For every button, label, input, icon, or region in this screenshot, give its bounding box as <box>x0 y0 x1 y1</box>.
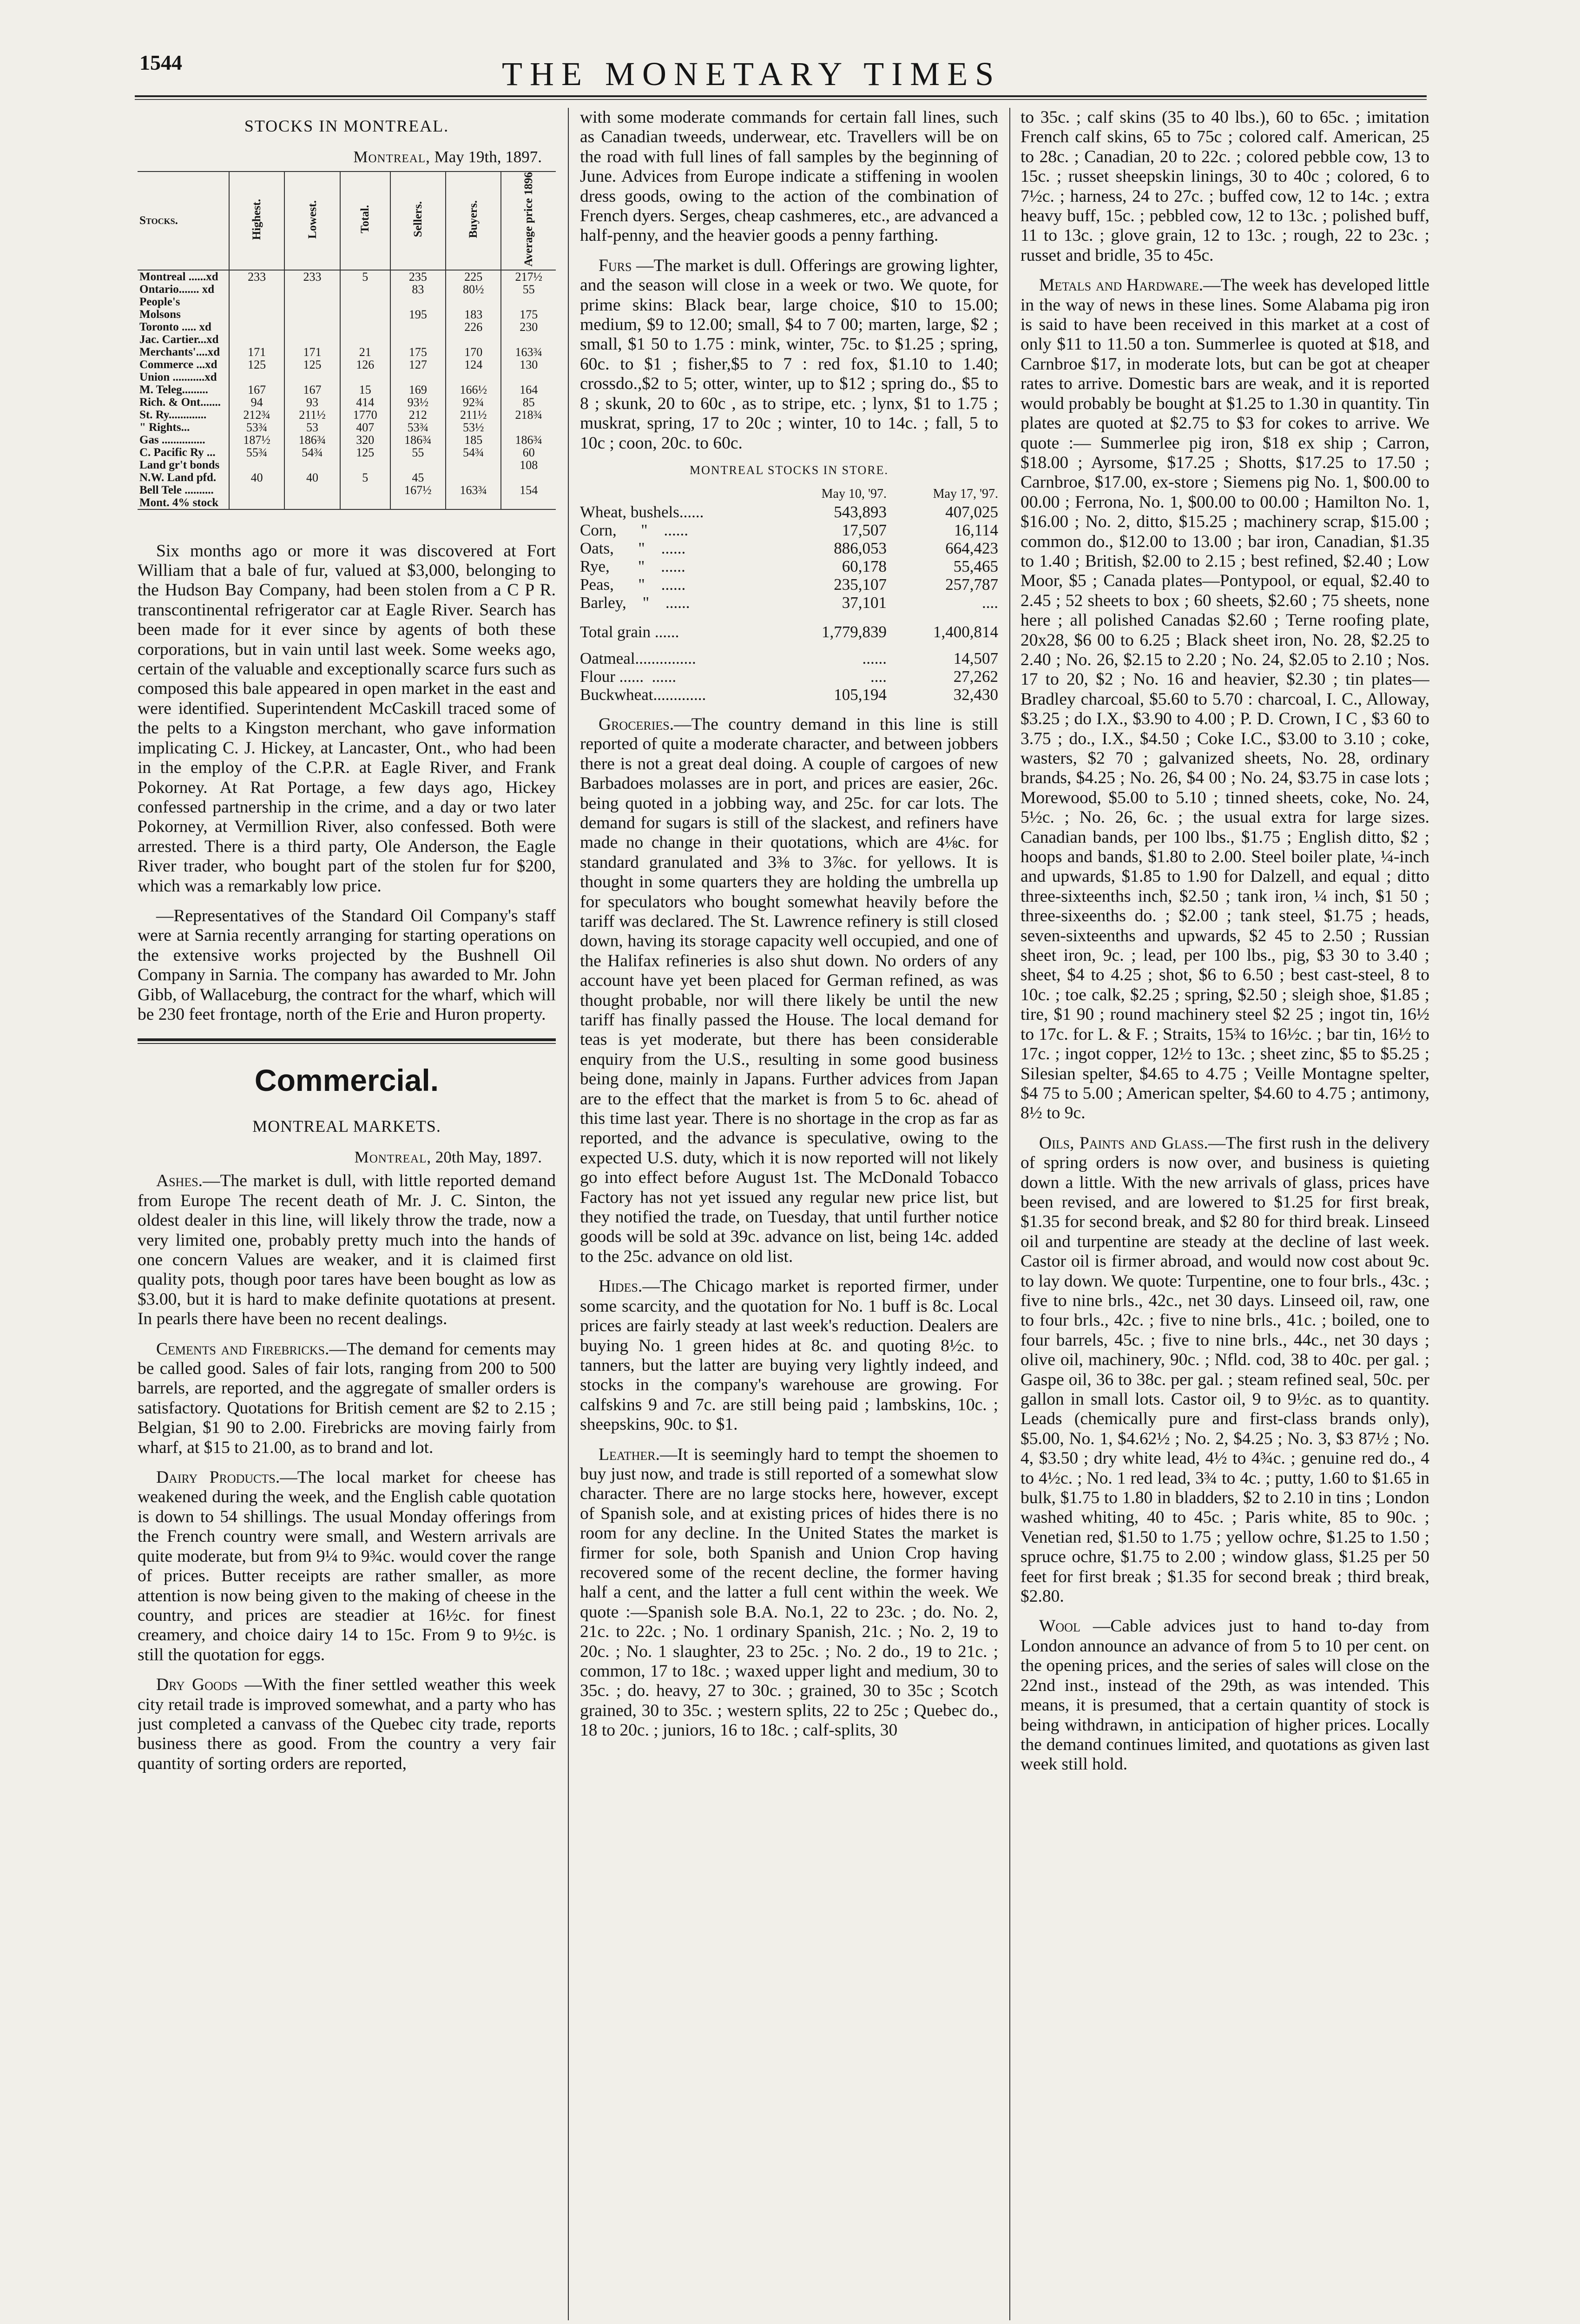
stocks-column-header <box>229 172 284 270</box>
stock-value: 5 <box>340 471 390 484</box>
stocks-row <box>138 471 556 484</box>
stock-value: 218¾ <box>501 409 556 421</box>
stock-value: 186¾ <box>390 434 446 446</box>
store-value: .... <box>870 667 887 686</box>
stock-value <box>284 321 340 333</box>
store-value: 257,787 <box>945 575 998 594</box>
stock-value: 1770 <box>340 409 390 421</box>
stock-value: 125 <box>340 446 390 459</box>
stocks-column-header <box>340 172 390 270</box>
stock-value: 40 <box>229 471 284 484</box>
stock-name: Merchants'....xd <box>139 345 220 358</box>
store-column-header <box>580 485 775 503</box>
stocks-dateline <box>138 148 542 166</box>
stocks-column-header <box>446 172 501 270</box>
standard-oil-paragraph: —Representatives of the Standard Oil Company's staff were at Sarnia recently arranging for starting operations on the extensive works projected by the Bushnell Oil Company in Sarnia. The company has awarded to Mr. John Gibb, of Wallaceburg, the contract for the wharf, which will be 230 feet frontage, north of the Erie and Huron property. <box>138 906 556 1024</box>
fur-theft-paragraph: Six months ago or more it was discovered at Fort William that a bale of fur, valued at $3,000, belonging to the Hudson Bay Company, had been stolen from a C P R. transcontinental refrigerator car at Eagle River. Search has been made for it ever since by agents of both these corporations, but in vain until last week. Some weeks ago, certain of the valuable and exceptionally scarce furs such as composed this bale appeared in open market in the east and were identified. Superintendent McCaskill traced some of the pelts to a Kingston merchant, who gave information implicating C. J. Hickey, at Lancaster, Ont., who had been in the employ of the C.P.R. at Eagle River, and Frank Pokorney. At Rat Portage, a few days ago, Hickey confessed partnership in the crime, and a day or two later Pokorney, at Vermillion River, also confessed. Both were arrested. There is a third party, Ole Anderson, the Eagle River trader, who bought part of the stolen fur for $200, which was a remarkably low price. <box>138 541 556 896</box>
masthead-rule-thin <box>135 99 1427 100</box>
store-value: 1,779,839 <box>822 622 887 641</box>
stock-value <box>340 308 390 321</box>
leather-heading: Leather. <box>599 1445 660 1464</box>
stock-value: 130 <box>501 358 556 371</box>
stock-value: 54¾ <box>446 446 501 459</box>
stock-value <box>229 308 284 321</box>
stock-value: 225 <box>446 270 501 283</box>
column-1 <box>138 108 556 2292</box>
stock-value: 125 <box>284 358 340 371</box>
stock-value <box>446 471 501 484</box>
stock-value <box>284 308 340 321</box>
stock-value: 53¾ <box>229 421 284 434</box>
stock-value <box>229 321 284 333</box>
oils-paragraph <box>1020 1134 1429 1607</box>
stock-value: 235 <box>390 270 446 283</box>
ashes-heading: Ashes. <box>156 1171 203 1191</box>
stock-value <box>284 484 340 496</box>
stocks-column-header <box>501 172 556 270</box>
stocks-row <box>138 421 556 434</box>
wool-heading: Wool <box>1039 1617 1080 1636</box>
dry-goods-text: —With the finer settled weather this week city retail trade is improved somewhat, and a party who has just completed a canvass of the Quebec city trade, reports business there as good. From the country a very fair quantity of sorting orders are reported, <box>138 1675 556 1773</box>
stock-value <box>446 459 501 471</box>
stock-value <box>284 333 340 346</box>
stocks-row <box>138 333 556 346</box>
store-item: Wheat, bushels...... <box>580 502 704 521</box>
store-value: .... <box>982 593 998 612</box>
store-row <box>580 575 998 594</box>
stock-value <box>229 484 284 496</box>
dairy-text: —The local market for cheese has weakened during the week, and the English cable quotation is down to 54 shillings. The usual Monday offerings from the French country were small, and Western arrivals are quite moderate, but from 9¼ to 9¾c. would cover the range of prices. Butter receipts are rather smaller, as more attention is now being given to the making of cheese in the country, and prices are steadier at 16½c. for finest creamery, and choice dairy 14 to 15c. From 9 to 9½c. is still the quotation for eggs. <box>138 1468 556 1664</box>
stock-value: 60 <box>501 446 556 459</box>
stock-value <box>340 484 390 496</box>
stock-value: 94 <box>229 396 284 409</box>
hides-paragraph <box>580 1277 998 1434</box>
store-value: 407,025 <box>945 502 998 521</box>
markets-dateline-date: 20th May, 1897. <box>431 1148 542 1167</box>
dry-goods-heading: Dry Goods <box>156 1675 237 1695</box>
stock-value <box>446 296 501 308</box>
cements-text: —The demand for cements may be called good. Sales of fair lots, ranging from 200 to 500 barrels, are reported, and the aggregate of smaller orders is satisfactory. Quotations for British cement are $2 to 2.15 ; Belgian, $1 90 to 2.00. Firebricks are moving fairly from wharf, at $15 to 21.00, as to brand and lot. <box>138 1339 556 1457</box>
store-value: 664,423 <box>945 539 998 557</box>
store-value: 14,507 <box>953 649 998 667</box>
leather-text: —It is seemingly hard to tempt the shoemen to buy just now, and trade is still reported of a somewhat slow character. There are no large stocks here, however, except of Spanish sole, and at existing prices of hides there is no room for any decline. In the United States the market is firmer for sole, both Spanish and Union Crop having recovered some of the recent decline, the former having half a cent, and the latter a full cent within the week. We quote :—Spanish sole B.A. No.1, 22 to 23c. ; do. No. 2, 21c. to 22c. ; No. 1 ordinary Spanish, 21c. ; No. 2, 19 to 20c. ; No. 1 slaughter, 23 to 25c. ; No. 2 do., 19 to 21c. ; common, 17 to 18c. ; waxed upper light and medium, 30 to 35c. ; do. heavy, 27 to 30c. ; grained, 30 to 35c ; Scotch grained, 30 to 35c. ; western splits, 22 to 25c ; Quebec do., 18 to 20c. ; juniors, 16 to 18c. ; calf-splits, 30 <box>580 1445 998 1740</box>
furs-heading: Furs <box>599 256 632 275</box>
stock-value: 163¾ <box>501 346 556 358</box>
stocks-row <box>138 496 556 509</box>
markets-dateline-place: Montreal, <box>354 1148 432 1167</box>
oils-heading: Oils, Paints and Glass. <box>1039 1133 1208 1153</box>
store-value: 37,101 <box>842 593 887 612</box>
stocks-row <box>138 484 556 496</box>
stock-value: 414 <box>340 396 390 409</box>
store-item: Corn, " ...... <box>580 521 689 539</box>
column-3 <box>1020 108 1429 2292</box>
stock-value: 83 <box>390 283 446 296</box>
stock-name: Gas ............... <box>139 433 205 446</box>
montreal-markets-title: MONTREAL MARKETS. <box>252 1117 441 1136</box>
store-item: Flour ...... ...... <box>580 667 677 686</box>
stocks-column-label: Total. <box>359 205 372 234</box>
store-item: Barley, " ...... <box>580 593 690 612</box>
furs-text: —The market is dull. Offerings are growing lighter, and the season will close in a week or two. We quote, for prime skins: Black bear, large choice, $10 to 15.00; medium, $9 to 12.00; small, $4 to 7 00; marten, large, $2 ; small, $1 50 to 1.75 : mink, winter, 75c. to $1.25 ; spring, 60c. to $1 ; fisher,$5 to 7 : red fox, $1.10 to 1.40; crossdo.,$2 to 5; otter, winter, up to $12 ; spring do., $5 to 8 ; skunk, 20 to 60c , as to stripe, etc. ; lynx, $1 to 1.75 ; muskrat, spring, 17 to 20c ; winter, 10 to 14c. ; fall, 5 to 10c ; coon, 20c. to 60c. <box>580 256 998 453</box>
stock-name: Commerce ...xd <box>139 358 217 371</box>
stock-value: 164 <box>501 383 556 396</box>
stock-value: 169 <box>390 383 446 396</box>
stock-value: 93 <box>284 396 340 409</box>
stock-value <box>501 296 556 308</box>
stocks-column-label: Highest. <box>250 198 263 240</box>
stocks-column-header <box>138 172 229 270</box>
ashes-paragraph <box>138 1171 556 1329</box>
stock-value <box>340 296 390 308</box>
stock-value: 93½ <box>390 396 446 409</box>
stock-value: 211½ <box>446 409 501 421</box>
stocks-row <box>138 371 556 383</box>
stock-value <box>390 496 446 509</box>
store-item: Rye, " ...... <box>580 557 685 575</box>
stock-value: 233 <box>284 270 340 283</box>
wool-paragraph <box>1020 1617 1429 1774</box>
stock-value <box>390 296 446 308</box>
stock-value <box>340 283 390 296</box>
stock-value <box>284 459 340 471</box>
store-value: 1,400,814 <box>933 622 998 641</box>
store-value: 17,507 <box>842 521 887 539</box>
store-row <box>580 649 998 667</box>
store-value: 886,053 <box>834 539 887 557</box>
stocks-row <box>138 446 556 459</box>
dairy-heading: Dairy Products. <box>156 1468 280 1487</box>
stocks-row <box>138 383 556 396</box>
stock-value: 85 <box>501 396 556 409</box>
commercial-heading: Commercial. <box>254 1063 439 1098</box>
stock-value: 230 <box>501 321 556 333</box>
stocks-row <box>138 346 556 358</box>
stock-value: 54¾ <box>284 446 340 459</box>
stocks-row <box>138 459 556 471</box>
hides-heading: Hides. <box>599 1277 643 1296</box>
store-row <box>580 521 998 539</box>
leather-paragraph <box>580 1445 998 1741</box>
stock-name: Montreal ......xd <box>139 270 218 283</box>
stock-value <box>284 496 340 509</box>
stock-value: 40 <box>284 471 340 484</box>
stock-value: 55 <box>501 283 556 296</box>
store-item: Buckwheat............. <box>580 685 706 704</box>
hides-text: —The Chicago market is reported firmer, under some scarcity, and the quotation for No. 1 buff is 8c. Local prices are fairly steady at last week's reduction. Dealers are buying No. 1 green hides at 8c. and quoting 8½c. to tanners, but the latter are buying very lightly indeed, and stocks in the company's warehouse are growing. For calfskins 9 and 7c. are still being paid ; lambskins, 10c. ; sheepskins, 90c. to $1. <box>580 1277 998 1434</box>
store-value: 16,114 <box>954 521 998 539</box>
stock-value: 175 <box>390 346 446 358</box>
stock-value <box>340 321 390 333</box>
stocks-column-header <box>284 172 340 270</box>
stock-name: Jac. Cartier...xd <box>139 333 219 346</box>
stock-value: 212¾ <box>229 409 284 421</box>
store-item: Total grain ...... <box>580 622 679 641</box>
stocks-column-label: Lowest. <box>306 200 319 239</box>
store-column-header: May 10, '97. <box>821 486 887 501</box>
stock-value <box>390 333 446 346</box>
stock-value <box>229 496 284 509</box>
groceries-text: —The country demand in this line is still reported of quite a moderate character, and between jobbers there is not a great deal doing. A couple of cargoes of new Barbadoes molasses are in port, and prices are easier, 26c. being quoted in a jobbing way, and 25c. for car lots. The demand for sugars is still of the slackest, and refiners have made no change in their quotations, which are 4⅛c. for standard granulated and 3⅜ to 3⅞c. for yellows. It is thought in some quarters they are holding the umbrella up for speculators who bought somewhat heavily before the tariff was declared. The St. Lawrence refinery is still closed down, having its storage capacity well occupied, and one of the Halifax refineries is also shut down. No orders of any account have yet been placed for German refined, as was thought probable, nor will there likely be until the new tariff has finally passed the House. The local demand for teas is yet moderate, but there has been considerable enquiry from the U.S., resulting in some good business being done, mainly in Japans. Further advices from Japan are to the effect that the market is from 5 to 6c. ahead of this time last year. There is no shortage in the crop as far as reported, and the advance is speculative, owing to the expected U.S. duty, which it is now reported will not likely go into effect before August 1st. The McDonald Tobacco Factory has not yet issued any regular new price list, but they notified the trade, on Tuesday, that until further notice goods will be sold at 39c. advance on list, being 14c. added to the 25c. advance on old list. <box>580 714 998 1266</box>
stocks-row <box>138 409 556 421</box>
stock-value <box>446 371 501 383</box>
page-number: 1544 <box>139 51 182 74</box>
metals-heading: Metals and Hardware. <box>1039 276 1204 295</box>
store-row <box>580 539 998 557</box>
stock-name: Bell Tele .......... <box>139 483 214 496</box>
store-value: 55,465 <box>953 557 998 575</box>
store-row <box>580 557 998 575</box>
stock-value: 183 <box>446 308 501 321</box>
stock-name: Ontario....... xd <box>139 283 215 296</box>
stocks-row <box>138 396 556 409</box>
store-column-header: May 17, '97. <box>933 486 998 501</box>
stock-value: 80½ <box>446 283 501 296</box>
stocks-column-label: Stocks. <box>139 214 178 227</box>
stock-value: 15 <box>340 383 390 396</box>
stock-value: 53½ <box>446 421 501 434</box>
metals-text: —The week has developed little in the way of news in these lines. Some Alabama pig iron is said to have been received in this market at a cost of only $11 to 11.50 a ton. Summerlee is quoted at $18, and Carnbroe $17, in moderate lots, but can be got at cheaper rates to arrive. Domestic bars are weak, and it is reported would probably be bought at $1.25 to 1.30 in quantity. Tin plates are quoted at $2.75 to $3 for cokes to arrive. We quote :— Summerlee pig iron, $18 ex ship ; Carron, $18.00 ; Ayrsome, $17.25 ; Shotts, $17.25 to 17.50 ; Carnbroe, $17.00, ex-store ; Siemens pig No. 1, $00.00 to 00.00 ; Ferrona, No. 1, $00.00 to 00.00 ; Hamilton No. 1, $16.00 ; No. 2, ditto, $15.25 ; machinery scrap, $15.00 ; common do., $12.00 to 13.00 ; bar iron, Canadian, $1.35 to 1.40 ; British, $2.00 to 2.15 ; best refined, $2.40 ; Low Moor, $5 ; Canada plates—Pontypool, or equal, $2.40 to 2.45 ; 52 sheets to box ; 60 sheets, $2.60 ; 75 sheets, none here ; all polished Canadas $2.60 ; Terne roofing plate, 20x28, $6 00 to 6.25 ; Black sheet iron, No. 28, $2.25 to 2.40 ; No. 26, $2.15 to 2.20 ; No. 24, $2.05 to 2.10 ; Nos. 17 to 20, $2 ; No. 16 and heavier, $2.30 ; tin plates—Bradley charcoal, $5.60 to 5.70 : charcoal, I. C., Alloway, $3.25 ; do I.X., $3.90 to 4.00 ; P. D. Crown, I C , $3 60 to 3.75 ; do., I.X., $4.50 ; Coke I.C., $3.00 to 3.10 ; coke, wasters, $2 70 ; galvanized sheets, No. 28, ordinary brands, $4.25 ; No. 26, $4 00 ; No. 24, $3.75 in case lots ; Morewood, $5.00 to 5.10 ; tinned sheets, coke, No. 24, 5½c. ; No. 26, 6c. ; the usual extra for large sizes. Canadian bands, per 100 lbs., $1.75 ; English ditto, $2 ; hoops and bands, $1.80 to 2.00. Steel boiler plate, ¼-inch and upwards, $1.85 to 1.90 for Dalzell, and equal ; ditto three-sixteenths inch, $2.50 ; tank iron, ¼ inch, $1 50 ; three-sixeenths do. ; $2.00 ; tank steel, $1.75 ; heads, seven-sixteenths and upwards, $2 45 to 2.50 ; Russian sheet iron, 9c. ; lead, per 100 lbs., pig, $3 30 to 3.40 ; sheet, $4 to 4.25 ; shot, $6 to 6.50 ; best cast-steel, 8 to 10c. ; toe calk, $2.25 ; spring, $2.50 ; sleigh shoe, $1.85 ; tire, $1 90 ; round machinery steel $2 25 ; ingot tin, 16½ to 17c. for L. & F. ; Straits, 15¾ to 16½c. ; bar tin, 16½ to 17c. ; ingot copper, 12½ to 13c. ; sheet zinc, $5 to $5.25 ; Silesian spelter, $4.65 to 4.75 ; Veille Montagne spelter, $4 75 to 5.00 ; American spelter, $4.60 to 4.75 ; antimony, 8½ to 9c. <box>1020 276 1429 1123</box>
stock-value: 171 <box>284 346 340 358</box>
store-value: 235,107 <box>834 575 887 594</box>
stock-value <box>284 371 340 383</box>
stock-value <box>340 333 390 346</box>
stock-value: 212 <box>390 409 446 421</box>
furs-paragraph <box>580 256 998 453</box>
stock-value <box>229 371 284 383</box>
stock-value: 125 <box>229 358 284 371</box>
store-value: ...... <box>862 649 887 667</box>
section-rule <box>138 1038 556 1041</box>
stocks-row <box>138 434 556 446</box>
stock-name: " Rights... <box>139 421 190 434</box>
stock-value <box>340 371 390 383</box>
masthead-rule <box>135 95 1427 97</box>
store-item: Oats, " ...... <box>580 539 686 557</box>
stock-value: 217½ <box>501 270 556 283</box>
stock-value: 211½ <box>284 409 340 421</box>
store-value: 60,178 <box>842 557 887 575</box>
stock-value: 185 <box>446 434 501 446</box>
store-item: Peas, " ...... <box>580 575 686 594</box>
stock-value: 92¾ <box>446 396 501 409</box>
stock-name: N.W. Land pfd. <box>139 471 217 484</box>
store-row <box>580 612 998 649</box>
stock-value: 167 <box>284 383 340 396</box>
stocks-row <box>138 358 556 371</box>
stock-value <box>446 333 501 346</box>
store-item: Oatmeal............... <box>580 649 696 667</box>
store-row <box>580 686 998 704</box>
stock-name: St. Ry............. <box>139 408 207 421</box>
dry-goods-continued: with some moderate commands for certain fall lines, such as Canadian tweeds, underwear, etc. Travellers will be on the road with full lines of fall samples by the beginning of June. Advices from Europe indicate a stiffening in woolen dress goods, owing to the action of the combination of French dyers. Serges, cheap cashmeres, etc., are advanced a half-penny, and the heavier goods a penny farthing. <box>580 108 998 245</box>
stock-value <box>501 496 556 509</box>
cements-paragraph <box>138 1340 556 1458</box>
stock-value: 53 <box>284 421 340 434</box>
stock-value: 187½ <box>229 434 284 446</box>
stock-value: 320 <box>340 434 390 446</box>
stock-value: 170 <box>446 346 501 358</box>
stock-value <box>229 283 284 296</box>
stock-value: 53¾ <box>390 421 446 434</box>
dairy-paragraph <box>138 1468 556 1665</box>
stock-value <box>340 496 390 509</box>
stock-value <box>446 496 501 509</box>
stock-value <box>501 371 556 383</box>
stocks-row <box>138 283 556 296</box>
metals-paragraph <box>1020 276 1429 1123</box>
stock-value <box>390 371 446 383</box>
stock-name: Mont. 4% stock <box>138 496 229 509</box>
stock-value: 126 <box>340 358 390 371</box>
stock-value <box>501 471 556 484</box>
stock-value <box>284 283 340 296</box>
cements-heading: Cements and Firebricks. <box>156 1339 329 1359</box>
store-row <box>580 503 998 521</box>
stock-value <box>284 296 340 308</box>
leather-continued: to 35c. ; calf skins (35 to 40 lbs.), 60 to 65c. ; imitation French calf skins, 65 to 75c ; colored calf. American, 25 to 28c. ; Canadian, 20 to 22c. ; colored pebble cow, 13 to 15c. ; russet sheepskin linings, 30 to 40c ; colored, 6 to 7½c. ; harness, 24 to 27c. ; buffed cow, 12 to 14c. ; extra heavy buff, 15c. ; pebbled cow, 12 to 13c. ; polished buff, 11 to 13c. ; glove grain, 12 to 13c. ; rough, 22 to 23c. ; russet and bridle, 35 to 45c. <box>1020 108 1429 265</box>
stock-value <box>501 333 556 346</box>
store-title: MONTREAL STOCKS IN STORE. <box>689 463 889 477</box>
store-value: 27,262 <box>953 667 998 686</box>
store-value: 32,430 <box>953 685 998 704</box>
stock-value: 21 <box>340 346 390 358</box>
groceries-heading: Groceries. <box>599 714 674 734</box>
stocks-row <box>138 321 556 333</box>
stocks-column-label: Sellers. <box>411 201 424 238</box>
stock-value: 124 <box>446 358 501 371</box>
stock-value <box>229 333 284 346</box>
stock-value: 175 <box>501 308 556 321</box>
stocks-title: STOCKS IN MONTREAL. <box>244 117 449 135</box>
ashes-text: —The market is dull, with little reported demand from Europe The recent death of Mr. J. C. Sinton, the oldest dealer in this line, will likely throw the trade, now a very limited one, probably pretty much into the hands of one concern Values are weaker, and it is claimed first quality pots, though poor tares have been bought as low as $3.00, but it is hard to make definite quotations at present. In pearls there have been no recent dealings. <box>138 1171 556 1329</box>
stocks-row <box>138 308 556 321</box>
dry-goods-paragraph <box>138 1675 556 1774</box>
stock-name: Land gr't bonds <box>139 458 220 471</box>
section-rule-thin <box>138 1043 556 1044</box>
stock-value: 171 <box>229 346 284 358</box>
stock-value <box>390 459 446 471</box>
stock-value: 186¾ <box>284 434 340 446</box>
stocks-dateline-date: May 19th, 1897. <box>430 148 542 166</box>
stocks-dateline-place: Montreal, <box>353 148 430 166</box>
stock-value: 226 <box>446 321 501 333</box>
stock-value: 407 <box>340 421 390 434</box>
store-value: 543,893 <box>834 502 887 521</box>
stock-value: 167½ <box>390 484 446 496</box>
store-row <box>580 667 998 686</box>
stock-value: 163¾ <box>446 484 501 496</box>
stocks-column-header <box>390 172 446 270</box>
stock-value <box>501 421 556 434</box>
stock-value: 233 <box>229 270 284 283</box>
stock-value <box>229 459 284 471</box>
stock-name: Toronto ..... xd <box>139 320 211 333</box>
markets-dateline <box>138 1148 542 1167</box>
stock-value: 154 <box>501 484 556 496</box>
wool-text: —Cable advices just to hand to-day from London announce an advance of from 5 to 10 per cent. on the opening prices, and the series of sales will close on the 22nd inst., instead of the 29th, as was intended. This means, it is presumed, that a certain quantity of stock is being withdrawn, in anticipation of higher prices. Locally the demand continues limited, and quotations as given last week still hold. <box>1020 1617 1429 1774</box>
oils-text: —The first rush in the delivery of spring orders is now over, and business is quieting down a little. With the new arrivals of glass, prices have been revised, and are lowered to $1.25 for first break, $1.35 for second break, and $2 80 for third break. Linseed oil and turpentine are steady at the decline of last week. Castor oil is firmer abroad, and would now cost about 9c. to lay down. We quote: Turpentine, one to four brls., 43c. ; five to nine brls., 42c., net 30 days. Linseed oil, raw, one to four brls., 42c. ; five to nine brls., 41c. ; boiled, one to four barrels, 45c. ; five to nine brls., 44c., net 30 days ; olive oil, machinery, 90c. ; Nfld. cod, 38 to 40c. per gal. ; Gaspe oil, 36 to 38c. per gal. ; steam refined seal, 50c. per gallon in small lots. Castor oil, 9 to 9½c. as to quantity. Leads (chemically pure and first-class brands only), $5.00, No. 1, $4.62½ ; No. 2, $4.25 ; No. 3, $3 87½ ; No. 4, $3.50 ; dry white lead, 4½ to 4¾c. ; genuine red do., 4 to 4½c. ; No. 1 red lead, 3¾ to 4c. ; putty, 1.60 to $1.65 in bulk, $1.75 to 1.80 in bladders, $2 to 2.10 in tins ; London washed whiting, 40 to 45c. ; Paris white, 85 to 90c. ; Venetian red, $1.50 to 1.75 ; yellow ochre, $1.25 to 1.50 ; spruce ochre, $1.75 to 2.00 ; window glass, $1.25 per 50 feet for first break ; $1.35 for second break ; third break, $2.80. <box>1020 1133 1429 1606</box>
stock-value: 45 <box>390 471 446 484</box>
stock-value <box>229 296 284 308</box>
store-table <box>580 485 998 704</box>
stocks-row <box>138 296 556 308</box>
store-row <box>580 594 998 612</box>
stock-value: 55 <box>390 446 446 459</box>
stock-value <box>340 459 390 471</box>
masthead: THE MONETARY TIMES <box>502 55 1001 92</box>
stocks-table <box>138 171 556 510</box>
stock-name: People's <box>139 295 180 308</box>
stock-value: 166½ <box>446 383 501 396</box>
stock-value: 186¾ <box>501 434 556 446</box>
column-divider-2 <box>1009 108 1010 2320</box>
stocks-column-label: Buyers. <box>467 200 480 238</box>
stock-value: 195 <box>390 308 446 321</box>
stock-name: Molsons <box>139 308 181 321</box>
stock-value: 5 <box>340 270 390 283</box>
stock-name: M. Teleg......... <box>139 383 208 396</box>
stock-name: Rich. & Ont....... <box>139 396 221 409</box>
stock-name: C. Pacific Ry ... <box>139 446 216 459</box>
stock-value: 127 <box>390 358 446 371</box>
stock-name: Union ...........xd <box>139 370 217 383</box>
column-2 <box>580 108 998 2292</box>
stocks-row <box>138 270 556 283</box>
stock-value: 108 <box>501 459 556 471</box>
stock-value: 55¾ <box>229 446 284 459</box>
stock-value: 167 <box>229 383 284 396</box>
stocks-column-label: Average price 1896 <box>522 172 535 267</box>
groceries-paragraph <box>580 715 998 1267</box>
stock-value <box>390 321 446 333</box>
column-divider-1 <box>568 108 569 2320</box>
store-value: 105,194 <box>834 685 887 704</box>
